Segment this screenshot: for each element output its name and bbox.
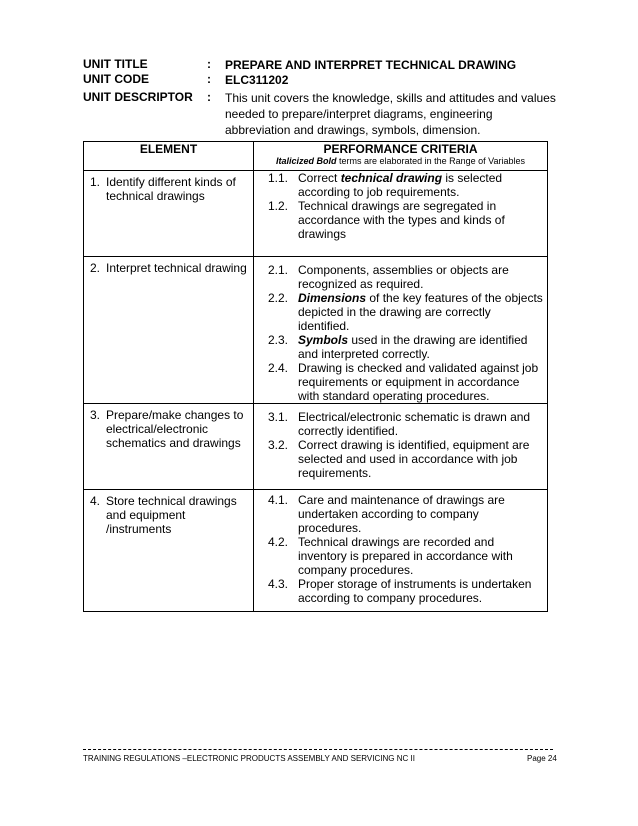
criteria-list [254, 490, 547, 605]
criteria-item [268, 199, 543, 241]
criteria-text-pre: Correct drawing is identified, equipment are selected and used in accordance with job requirements. [298, 438, 530, 480]
table-row [84, 404, 548, 490]
page-number: Page 24 [527, 754, 557, 763]
criteria-list [254, 171, 547, 241]
criteria-number: 2.4. [268, 361, 289, 375]
criteria-subtitle-rest: terms are elaborated in the Range of Variables [336, 156, 525, 166]
element-text: Store technical drawings and equipment /instruments [106, 494, 237, 536]
criteria-term-bold: Symbols [298, 333, 349, 347]
criteria-item [268, 410, 543, 438]
criteria-cell [254, 404, 548, 490]
criteria-number: 1.1. [268, 171, 289, 185]
criteria-text-pre: Proper storage of instruments is undertaken according to company procedures. [298, 577, 532, 605]
criteria-number: 3.1. [268, 410, 289, 424]
unit-title-value: PREPARE AND INTERPRET TECHNICAL DRAWING [225, 58, 517, 72]
criteria-number: 2.2. [268, 291, 289, 305]
criteria-item [268, 577, 543, 605]
unit-code-value: ELC311202 [225, 73, 289, 87]
criteria-cell [254, 490, 548, 612]
colon: : [207, 57, 211, 71]
criteria-text [298, 493, 543, 535]
unit-descriptor-label: UNIT DESCRIPTOR [83, 90, 193, 104]
criteria-subtitle [254, 156, 547, 167]
criteria-text [298, 535, 543, 577]
criteria-item [268, 263, 543, 291]
criteria-number: 1.2. [268, 199, 289, 213]
criteria-number: 3.2. [268, 438, 289, 452]
element-item [84, 257, 253, 275]
table-row [84, 490, 548, 612]
element-item [84, 171, 253, 203]
criteria-text-post: used in the drawing are identified and interpreted correctly. [298, 333, 528, 361]
element-number: 1. [90, 175, 101, 189]
criteria-text [298, 438, 543, 480]
criteria-text [298, 577, 543, 605]
competency-table [83, 141, 548, 612]
element-text: Interpret technical drawing [106, 261, 247, 275]
element-number: 2. [90, 261, 101, 275]
criteria-number: 4.3. [268, 577, 289, 591]
element-number: 4. [90, 494, 101, 508]
criteria-number: 2.1. [268, 263, 289, 277]
criteria-text-pre: Electrical/electronic schematic is drawn and correctly identified. [298, 410, 531, 438]
table-row [84, 257, 548, 404]
criteria-item [268, 493, 543, 535]
criteria-text-pre: Technical drawings are segregated in accordance with the types and kinds of drawings [298, 199, 505, 241]
footer-divider [83, 749, 553, 750]
element-text: Identify different kinds of technical drawings [106, 175, 236, 203]
criteria-text [298, 171, 543, 199]
element-cell [84, 171, 254, 257]
criteria-text-post: is selected according to job requirements. [298, 171, 503, 199]
criteria-text-pre: Technical drawings are recorded and inventory is prepared in accordance with company procedures. [298, 535, 513, 577]
criteria-item [268, 171, 543, 199]
criteria-item [268, 535, 543, 577]
criteria-term-bold: technical drawing [340, 171, 443, 185]
criteria-text [298, 333, 543, 361]
criteria-number: 4.1. [268, 493, 289, 507]
unit-title-label: UNIT TITLE [83, 57, 148, 71]
criteria-text-post: of the key features of the objects depicted in the drawing are correctly identified. [298, 291, 543, 333]
criteria-item [268, 361, 543, 403]
criteria-term-bold: Dimensions [298, 291, 367, 305]
footer-title: TRAINING REGULATIONS –ELECTRONIC PRODUCTS ASSEMBLY AND SERVICING NC II [83, 754, 415, 763]
element-column-header: ELEMENT [84, 142, 254, 171]
criteria-item [268, 438, 543, 480]
criteria-text [298, 361, 543, 403]
criteria-cell [254, 257, 548, 404]
criteria-text-pre: Care and maintenance of drawings are undertaken according to company procedures. [298, 493, 505, 535]
colon: : [207, 90, 211, 104]
element-item [84, 404, 253, 450]
criteria-text [298, 263, 543, 291]
criteria-list [254, 257, 547, 403]
element-cell [84, 404, 254, 490]
criteria-cell [254, 171, 548, 257]
unit-descriptor-value: This unit covers the knowledge, skills and attitudes and values needed to prepare/interpret diagrams, engineering abbreviation and drawings, symbols, dimension. [225, 91, 556, 137]
criteria-text [298, 199, 543, 241]
unit-code-label: UNIT CODE [83, 72, 149, 86]
element-item [84, 490, 253, 536]
criteria-list [254, 404, 547, 480]
criteria-text [298, 410, 543, 438]
element-number: 3. [90, 408, 101, 422]
criteria-item [268, 333, 543, 361]
table-row [84, 171, 548, 257]
criteria-text-pre: Components, assemblies or objects are recognized as required. [298, 263, 509, 291]
criteria-subtitle-bold: Italicized Bold [276, 156, 337, 166]
table-header-row [84, 142, 548, 171]
criteria-text [298, 291, 543, 333]
criteria-title: PERFORMANCE CRITERIA [323, 142, 478, 156]
criteria-number: 2.3. [268, 333, 289, 347]
criteria-number: 4.2. [268, 535, 289, 549]
element-cell [84, 257, 254, 404]
element-text: Prepare/make changes to electrical/electronic schematics and drawings [106, 408, 244, 450]
element-cell [84, 490, 254, 612]
criteria-text-pre: Drawing is checked and validated against job requirements or equipment in accordance with standard operating procedures. [298, 361, 539, 403]
criteria-text-pre: Correct [298, 171, 341, 185]
criteria-column-header [254, 142, 548, 171]
colon: : [207, 72, 211, 86]
criteria-item [268, 291, 543, 333]
